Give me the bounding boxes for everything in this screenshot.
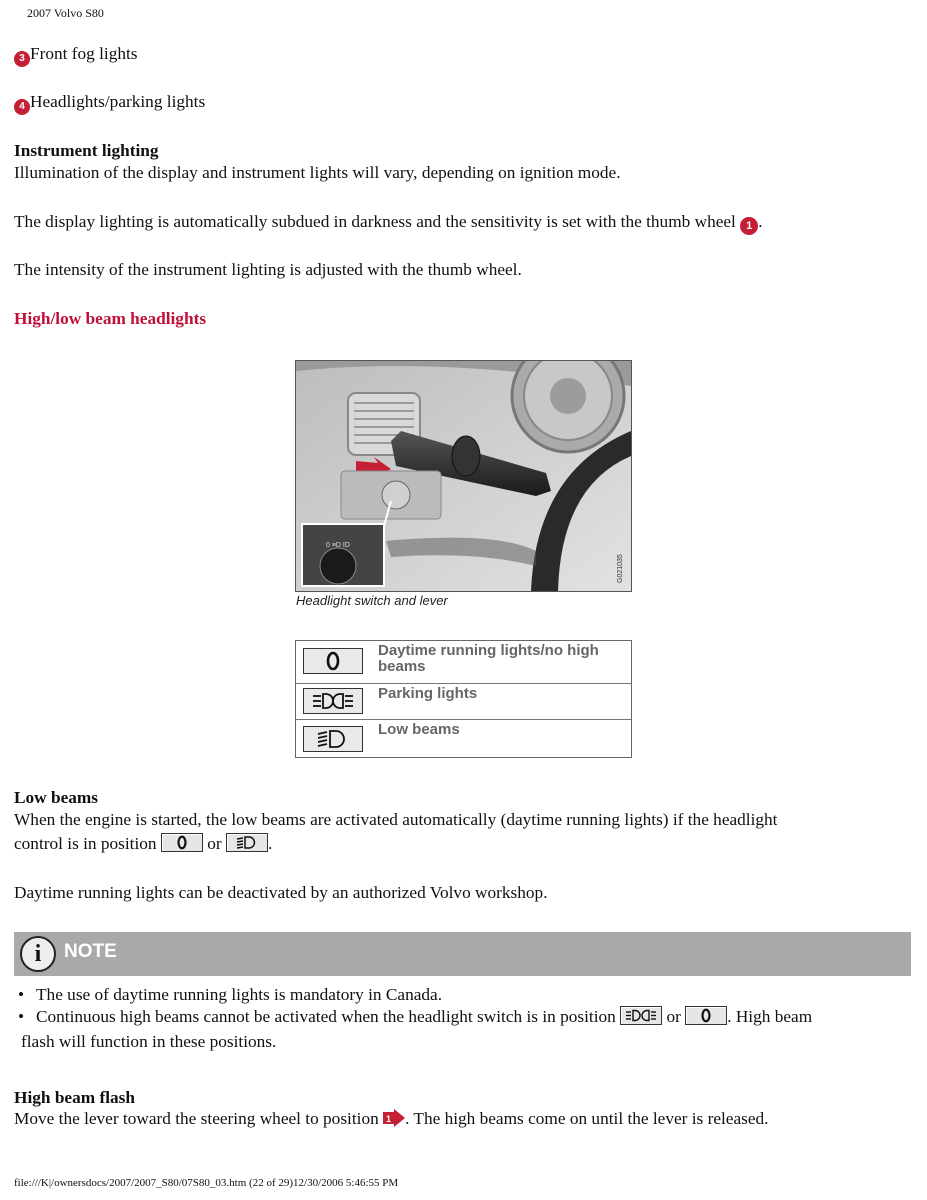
svg-text:1: 1: [386, 1114, 392, 1124]
headlight-switch-photo: [295, 360, 632, 592]
paragraph: [14, 1107, 769, 1130]
paragraph-end: . The high beams come on until the lever is released.: [405, 1109, 769, 1128]
table-row: [296, 641, 631, 684]
note-title: NOTE: [64, 941, 117, 962]
table-cell-label: Daytime running lights/no high beams: [378, 642, 599, 675]
item-label: Front fog lights: [30, 44, 138, 63]
paragraph: When the engine is started, the low beams are activated automatically (daytime running lights) if the headlight: [14, 810, 778, 829]
section-heading: High/low beam headlights: [14, 309, 207, 328]
page-header: 2007 Volvo S80: [27, 6, 104, 20]
low-beam-icon: [303, 726, 363, 752]
paragraph: Daytime running lights can be deactivated by an authorized Volvo workshop.: [14, 883, 548, 902]
page-footer: file:///K|/ownersdocs/2007/2007_S80/07S80_03.htm (22 of 29)12/30/2006 5:46:55 PM: [14, 1177, 399, 1189]
zero-position-icon: [685, 1006, 727, 1025]
table-row: [296, 684, 631, 720]
paragraph-text: The display lighting is automatically subdued in darkness and the sensitivity is set with the thumb wheel: [14, 212, 736, 231]
figure-caption: Headlight switch and lever: [296, 593, 448, 608]
bullet-text: Continuous high beams cannot be activated when the headlight switch is in position: [36, 1007, 616, 1026]
table-cell-label: Low beams: [378, 721, 460, 738]
list-item: [14, 90, 205, 115]
bullet-text: The use of daytime running lights is mandatory in Canada.: [36, 985, 443, 1004]
section-heading: High beam flash: [14, 1088, 135, 1107]
figure-code: G021035: [617, 554, 624, 583]
item-label: Headlights/parking lights: [30, 92, 206, 111]
callout-1-icon: 1: [740, 217, 758, 235]
paragraph: [14, 210, 763, 235]
bullet-or: or: [666, 1007, 681, 1026]
parking-lights-icon: [303, 688, 363, 714]
list-item: [14, 42, 138, 67]
table-row: [296, 720, 631, 756]
paragraph-text: control is in position: [14, 834, 157, 853]
paragraph-or: or: [207, 834, 222, 853]
paragraph: Illumination of the display and instrument lights will vary, depending on ignition mode.: [14, 163, 621, 182]
section-heading: Low beams: [14, 788, 99, 807]
lights-table: [295, 640, 632, 758]
bullet-icon: •: [18, 1007, 25, 1026]
parking-position-icon: [620, 1006, 662, 1025]
zero-position-icon: [161, 833, 203, 852]
paragraph-end: .: [758, 212, 763, 231]
note-bar: [14, 932, 911, 976]
flash-position-arrow-icon: [383, 1109, 405, 1127]
svg-text:0 ≡D ID: 0 ≡D ID: [326, 542, 350, 549]
paragraph-text: Move the lever toward the steering wheel to position: [14, 1109, 379, 1128]
paragraph: The intensity of the instrument lighting is adjusted with the thumb wheel.: [14, 260, 522, 279]
list-item: [18, 1005, 812, 1028]
info-icon: i: [20, 936, 56, 972]
paragraph-end: .: [267, 834, 273, 853]
paragraph: flash will function in these positions.: [21, 1032, 277, 1051]
section-heading: Instrument lighting: [14, 141, 159, 160]
paragraph: [14, 832, 272, 855]
low-beam-position-icon: [226, 833, 268, 852]
callout-3-icon: 3: [14, 51, 30, 67]
zero-icon: [303, 648, 363, 674]
list-item: [18, 983, 442, 1006]
bullet-icon: •: [18, 985, 25, 1004]
callout-4-icon: 4: [14, 99, 30, 115]
bullet-text-end: . High beam: [727, 1007, 813, 1026]
table-cell-label: Parking lights: [378, 685, 478, 702]
